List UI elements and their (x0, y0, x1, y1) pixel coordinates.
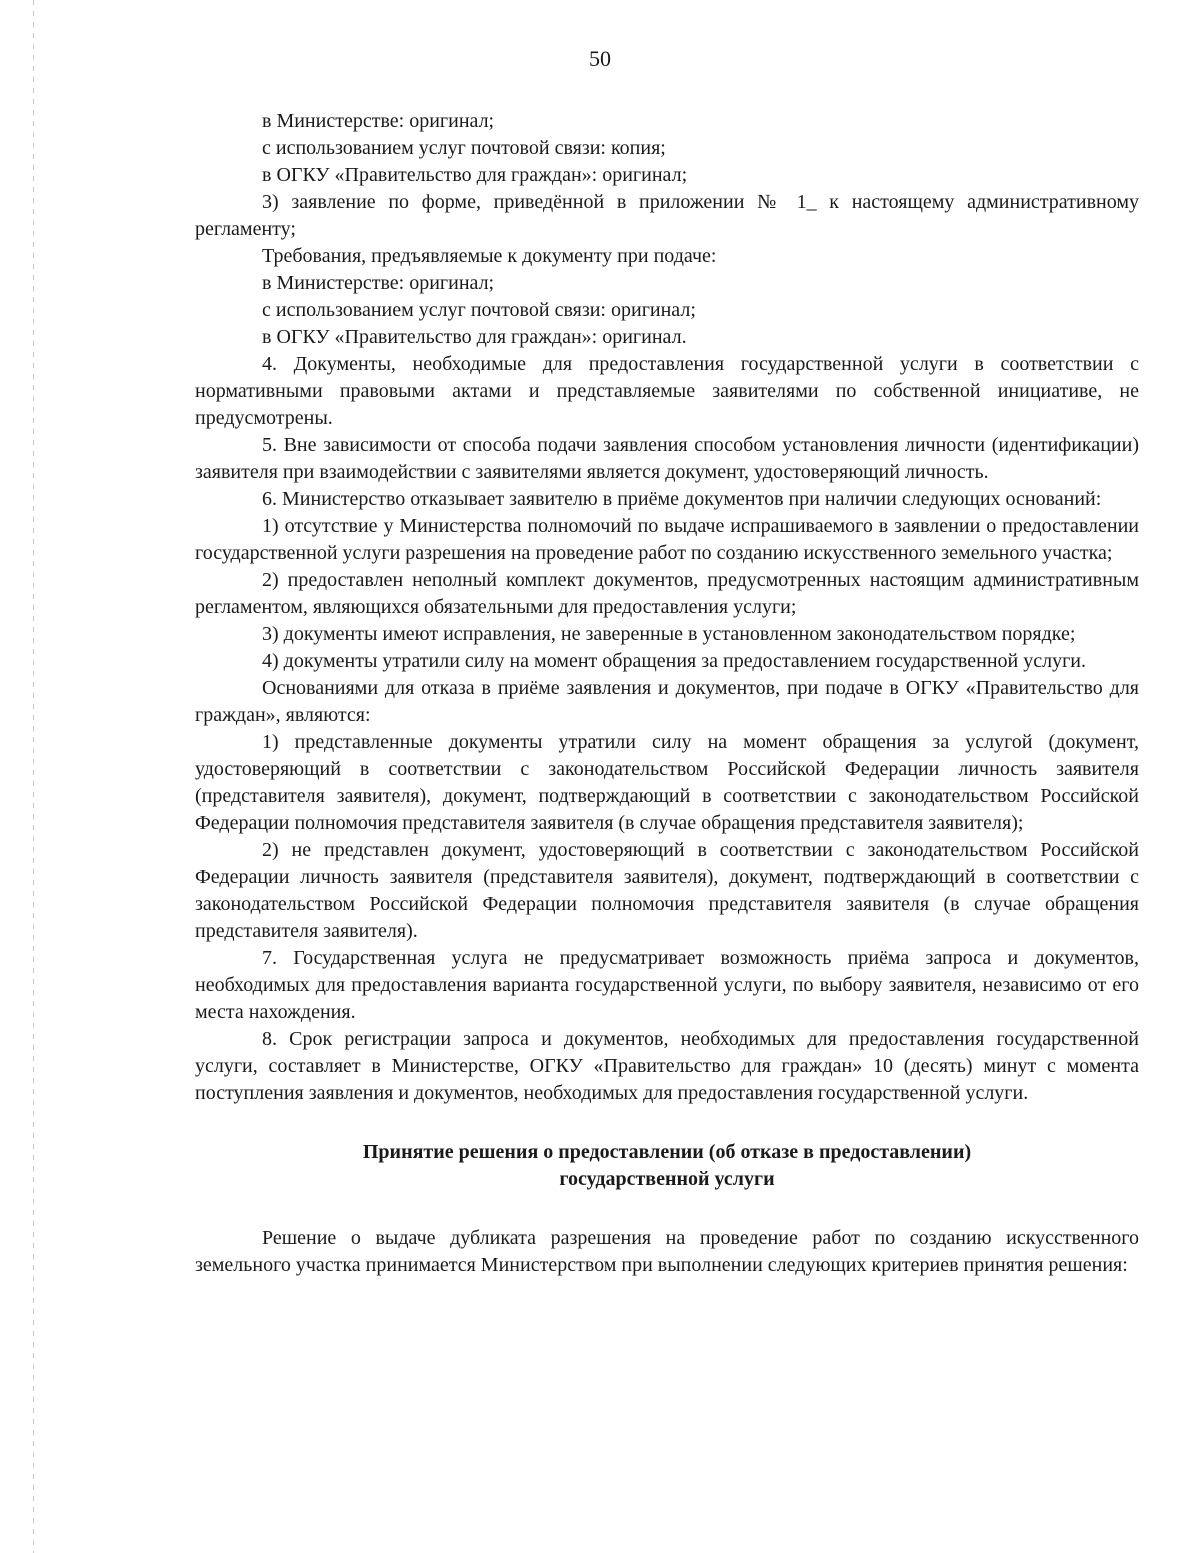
spacer (195, 1107, 1139, 1139)
paragraph: 4. Документы, необходимые для предоставления государственной услуги в соответствии с нормативными правовыми актами и представляемые заявителями по собственной инициативе, не предусмотрены. (195, 353, 1139, 429)
paragraph: 6. Министерство отказывает заявителю в приёме документов при наличии следующих оснований: (262, 488, 1102, 510)
paragraph: в ОГКУ «Правительство для граждан»: оригинал; (262, 164, 688, 186)
paragraph: 7. Государственная услуга не предусматривает возможность приёма запроса и документов, необходимых для предоставления варианта государственной услуги, по выбору заявителя, независимо от его места нахождения. (195, 947, 1139, 1023)
paragraph: 3) заявление по форме, приведённой в приложении № 1_ к настоящему административному регламенту; (195, 191, 1139, 240)
document-body (195, 108, 1139, 1279)
section-heading-line-2: государственной услуги (559, 1168, 775, 1190)
paragraph: с использованием услуг почтовой связи: копия; (262, 137, 666, 159)
paragraph: 4) документы утратили силу на момент обращения за предоставлением государственной услуги. (262, 650, 1087, 672)
paragraph: 1) отсутствие у Министерства полномочий по выдаче испрашиваемого в заявлении о предоставлении государственной услуги разрешения на проведение работ по созданию искусственного земельного участка; (195, 515, 1139, 564)
paragraph: 2) предоставлен неполный комплект документов, предусмотренных настоящим административным регламентом, являющихся обязательными для предоставления услуги; (195, 569, 1139, 618)
paragraph: в ОГКУ «Правительство для граждан»: оригинал. (262, 326, 687, 348)
paragraph: в Министерстве: оригинал; (262, 272, 495, 294)
paragraph: в Министерстве: оригинал; (262, 110, 495, 132)
paragraph: 5. Вне зависимости от способа подачи заявления способом установления личности (идентификации) заявителя при взаимодействии с заявителями является документ, удостоверяющий личность. (195, 434, 1139, 483)
section-heading-line-1: Принятие решения о предоставлении (об отказе в предоставлении) (362, 1141, 972, 1163)
paragraph: Основаниями для отказа в приёме заявления и документов, при подаче в ОГКУ «Правительство для граждан», являются: (195, 677, 1139, 726)
paragraph: 1) представленные документы утратили силу на момент обращения за услугой (документ, удостоверяющий в соответствии с законодательством Российской Федерации личность заявителя (представителя заявителя), документ, подтверждающий в соответствии с законодательством Российской Федерации полномочия представителя заявителя (в случае обращения представителя заявителя); (195, 731, 1139, 834)
paragraph: Решение о выдаче дубликата разрешения на проведение работ по созданию искусственного земельного участка принимается Министерством при выполнении следующих критериев принятия решения: (195, 1227, 1139, 1276)
paragraph: с использованием услуг почтовой связи: оригинал; (262, 299, 696, 321)
scan-edge-line (33, 0, 34, 1553)
paragraph: 3) документы имеют исправления, не заверенные в установленном законодательством порядке; (262, 623, 1076, 645)
paragraph: Требования, предъявляемые к документу при подаче: (262, 245, 717, 267)
paragraph: 2) не представлен документ, удостоверяющий в соответствии с законодательством Российской Федерации личность заявителя (представителя заявителя), документ, подтверждающий в соответствии с законодательством Российской Федерации полномочия представителя заявителя (в случае обращения представителя заявителя). (195, 839, 1139, 942)
page-number: 50 (589, 46, 611, 71)
paragraph: 8. Срок регистрации запроса и документов, необходимых для предоставления государственной услуги, составляет в Министерстве, ОГКУ «Правительство для граждан» 10 (десять) минут с момента поступления заявления и документов, необходимых для предоставления государственной услуги. (195, 1028, 1139, 1104)
spacer (195, 1193, 1139, 1225)
